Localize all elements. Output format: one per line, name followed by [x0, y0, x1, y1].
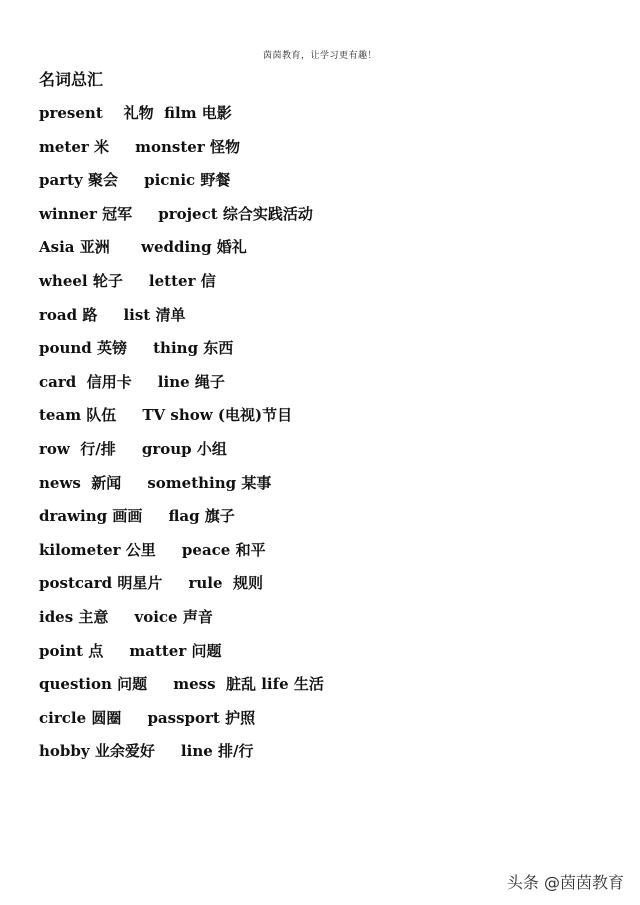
vocab-line: kilometer 公里 peace 和平 [39, 540, 266, 559]
document-title: 名词总汇 [39, 70, 104, 89]
vocab-line: team 队伍 TV show (电视)节目 [39, 406, 293, 425]
vocab-line: circle 圆圈 passport 护照 [39, 708, 256, 727]
vocab-line: road 路 list 清单 [39, 305, 186, 324]
vocab-line: meter 米 monster 怪物 [39, 137, 240, 156]
vocab-line: row 行/排 group 小组 [39, 439, 227, 458]
vocab-line: news 新闻 something 某事 [39, 473, 272, 492]
vocab-line: pound 英镑 thing 东西 [39, 339, 234, 358]
vocab-line: question 问题 mess 脏乱 life 生活 [39, 675, 324, 694]
vocab-line: postcard 明星片 rule 规则 [39, 574, 263, 593]
vocab-line: winner 冠军 project 综合实践活动 [39, 204, 313, 223]
vocab-line: card 信用卡 line 绳子 [39, 372, 225, 391]
vocab-line: drawing 画画 flag 旗子 [39, 507, 235, 526]
vocab-line: Asia 亚洲 wedding 婚礼 [39, 238, 247, 257]
vocab-line: party 聚会 picnic 野餐 [39, 171, 231, 190]
vocab-line: ides 主意 voice 声音 [39, 607, 213, 626]
vocab-line: hobby 业余爱好 line 排/行 [39, 742, 254, 761]
vocab-line: point 点 matter 问题 [39, 641, 222, 660]
vocabulary-list [39, 102, 324, 774]
watermark: 头条 @茵茵教育 [506, 873, 624, 892]
vocab-line: present 礼物 film 电影 [39, 104, 232, 122]
page-header: 茵茵教育，让学习更有趣！ [262, 51, 377, 61]
vocab-line: wheel 轮子 letter 信 [39, 271, 216, 290]
